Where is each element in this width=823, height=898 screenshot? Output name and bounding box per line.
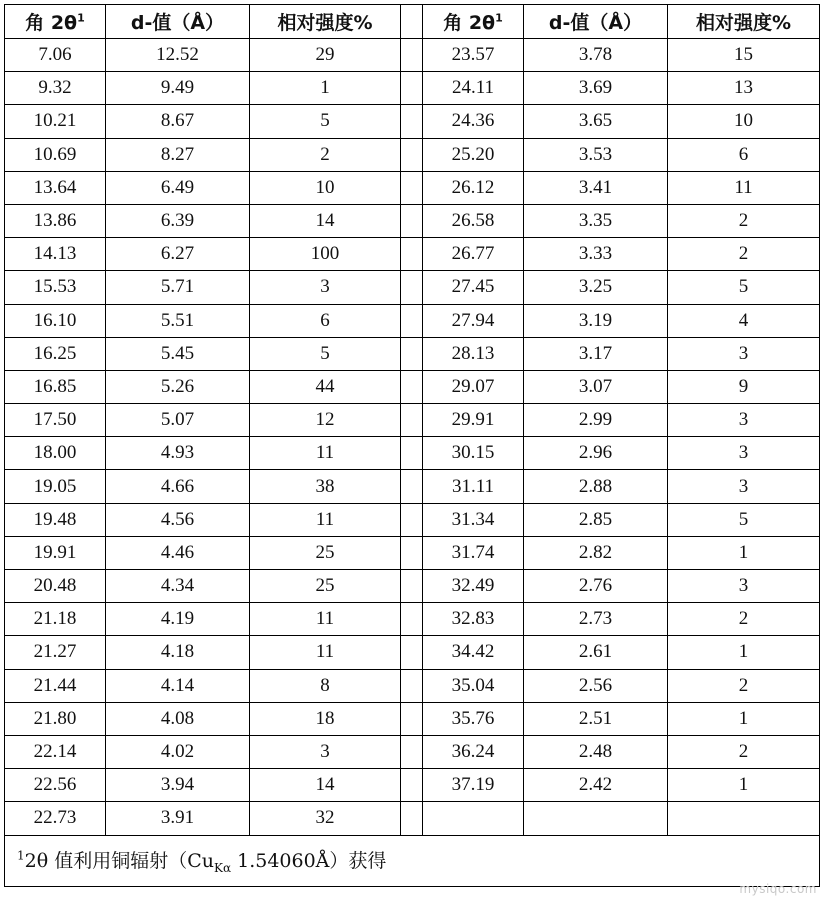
cell-d-value: 5.51 — [106, 304, 250, 337]
column-gap — [401, 404, 423, 437]
cell-angle: 16.10 — [5, 304, 106, 337]
header-d-value: d-值（Å） — [106, 5, 250, 39]
column-gap — [401, 603, 423, 636]
cell-angle: 16.25 — [5, 337, 106, 370]
cell-d-value: 2.73 — [524, 603, 668, 636]
cell-angle: 23.57 — [423, 39, 524, 72]
cell-intensity: 2 — [668, 603, 820, 636]
cell-d-value: 4.08 — [106, 702, 250, 735]
cell-d-value — [524, 802, 668, 835]
cell-intensity: 5 — [250, 337, 401, 370]
table-row — [5, 669, 820, 702]
cell-intensity: 5 — [668, 271, 820, 304]
cell-angle: 21.27 — [5, 636, 106, 669]
cell-intensity: 38 — [250, 470, 401, 503]
cell-angle: 22.14 — [5, 735, 106, 768]
cell-angle: 31.11 — [423, 470, 524, 503]
cell-angle: 31.74 — [423, 536, 524, 569]
cell-intensity: 3 — [668, 437, 820, 470]
cell-angle: 29.07 — [423, 370, 524, 403]
cell-d-value: 2.51 — [524, 702, 668, 735]
cell-angle: 10.21 — [5, 105, 106, 138]
column-gap — [401, 72, 423, 105]
table-row — [5, 636, 820, 669]
cell-d-value: 3.53 — [524, 138, 668, 171]
cell-angle: 26.12 — [423, 171, 524, 204]
cell-angle: 19.05 — [5, 470, 106, 503]
cell-d-value: 2.48 — [524, 735, 668, 768]
cell-intensity — [668, 802, 820, 835]
column-gap — [401, 636, 423, 669]
column-gap — [401, 702, 423, 735]
cell-angle: 14.13 — [5, 238, 106, 271]
cell-intensity: 3 — [250, 271, 401, 304]
table-row — [5, 570, 820, 603]
cell-angle: 31.34 — [423, 503, 524, 536]
table-row — [5, 304, 820, 337]
cell-d-value: 3.07 — [524, 370, 668, 403]
cell-intensity: 2 — [668, 238, 820, 271]
cell-intensity: 11 — [250, 437, 401, 470]
table-row — [5, 204, 820, 237]
table-row — [5, 238, 820, 271]
table-row — [5, 404, 820, 437]
column-gap — [401, 536, 423, 569]
column-gap — [401, 669, 423, 702]
cell-d-value: 4.56 — [106, 503, 250, 536]
cell-d-value: 3.25 — [524, 271, 668, 304]
cell-angle: 34.42 — [423, 636, 524, 669]
column-gap — [401, 570, 423, 603]
cell-intensity: 3 — [668, 470, 820, 503]
cell-angle: 22.73 — [5, 802, 106, 835]
cell-intensity: 1 — [668, 636, 820, 669]
cell-angle: 24.11 — [423, 72, 524, 105]
cell-intensity: 14 — [250, 204, 401, 237]
cell-angle: 19.91 — [5, 536, 106, 569]
cell-angle: 15.53 — [5, 271, 106, 304]
cell-intensity: 18 — [250, 702, 401, 735]
cell-intensity: 25 — [250, 536, 401, 569]
cell-angle: 16.85 — [5, 370, 106, 403]
header-intensity: 相对强度% — [250, 5, 401, 39]
cell-intensity: 11 — [668, 171, 820, 204]
footnote: $^1$2θ 值利用铜辐射（$Cu_{K\alpha}$ 1.54060Å）获得 — [5, 835, 820, 886]
column-gap — [401, 204, 423, 237]
cell-intensity: 5 — [668, 503, 820, 536]
column-gap — [401, 171, 423, 204]
column-gap — [401, 39, 423, 72]
cell-intensity: 13 — [668, 72, 820, 105]
cell-angle: 27.45 — [423, 271, 524, 304]
cell-d-value: 4.18 — [106, 636, 250, 669]
table-row — [5, 271, 820, 304]
cell-d-value: 8.67 — [106, 105, 250, 138]
cell-intensity: 2 — [668, 735, 820, 768]
cell-d-value: 3.35 — [524, 204, 668, 237]
cell-intensity: 4 — [668, 304, 820, 337]
cell-intensity: 9 — [668, 370, 820, 403]
cell-d-value: 2.42 — [524, 769, 668, 802]
xrd-peak-table — [4, 4, 820, 887]
cell-angle: 36.24 — [423, 735, 524, 768]
cell-angle: 21.44 — [5, 669, 106, 702]
cell-intensity: 29 — [250, 39, 401, 72]
cell-intensity: 10 — [668, 105, 820, 138]
cell-d-value: 4.34 — [106, 570, 250, 603]
cell-d-value: 6.49 — [106, 171, 250, 204]
column-gap — [401, 138, 423, 171]
cell-angle: 9.32 — [5, 72, 106, 105]
cell-angle: 24.36 — [423, 105, 524, 138]
cell-d-value: 3.69 — [524, 72, 668, 105]
cell-d-value: 4.66 — [106, 470, 250, 503]
cell-angle: 13.86 — [5, 204, 106, 237]
table-row — [5, 138, 820, 171]
cell-d-value: 2.88 — [524, 470, 668, 503]
column-gap — [401, 337, 423, 370]
cell-d-value: 3.17 — [524, 337, 668, 370]
cell-intensity: 1 — [668, 702, 820, 735]
column-gap — [401, 304, 423, 337]
header-intensity: 相对强度% — [668, 5, 820, 39]
cell-d-value: 2.61 — [524, 636, 668, 669]
column-gap — [401, 503, 423, 536]
cell-angle: 35.04 — [423, 669, 524, 702]
table-row — [5, 105, 820, 138]
table-row — [5, 702, 820, 735]
cell-angle: 18.00 — [5, 437, 106, 470]
cell-intensity: 12 — [250, 404, 401, 437]
cell-intensity: 1 — [668, 536, 820, 569]
table-row — [5, 337, 820, 370]
cell-angle: 32.83 — [423, 603, 524, 636]
header-d-value: d-值（Å） — [524, 5, 668, 39]
cell-intensity: 3 — [668, 404, 820, 437]
cell-angle: 29.91 — [423, 404, 524, 437]
column-gap — [401, 470, 423, 503]
column-gap — [401, 769, 423, 802]
cell-intensity: 15 — [668, 39, 820, 72]
watermark-text: mysiqo.com — [739, 882, 817, 896]
cell-angle: 13.64 — [5, 171, 106, 204]
cell-intensity: 1 — [250, 72, 401, 105]
column-gap — [401, 105, 423, 138]
cell-intensity: 11 — [250, 503, 401, 536]
cell-intensity: 3 — [668, 570, 820, 603]
table-row — [5, 72, 820, 105]
cell-angle: 10.69 — [5, 138, 106, 171]
cell-angle: 28.13 — [423, 337, 524, 370]
cell-intensity: 14 — [250, 769, 401, 802]
cell-d-value: 12.52 — [106, 39, 250, 72]
cell-angle: 20.48 — [5, 570, 106, 603]
table-row — [5, 39, 820, 72]
cell-intensity: 44 — [250, 370, 401, 403]
table-row — [5, 802, 820, 835]
cell-d-value: 5.26 — [106, 370, 250, 403]
cell-d-value: 3.19 — [524, 304, 668, 337]
cell-angle: 37.19 — [423, 769, 524, 802]
cell-intensity: 1 — [668, 769, 820, 802]
cell-d-value: 8.27 — [106, 138, 250, 171]
cell-d-value: 3.33 — [524, 238, 668, 271]
cell-d-value: 3.78 — [524, 39, 668, 72]
cell-angle: 35.76 — [423, 702, 524, 735]
cell-d-value: 3.65 — [524, 105, 668, 138]
cell-intensity: 3 — [668, 337, 820, 370]
cell-intensity: 2 — [668, 669, 820, 702]
column-gap — [401, 5, 423, 39]
cell-angle: 27.94 — [423, 304, 524, 337]
cell-d-value: 2.56 — [524, 669, 668, 702]
column-gap — [401, 802, 423, 835]
cell-d-value: 4.14 — [106, 669, 250, 702]
column-gap — [401, 437, 423, 470]
cell-angle: 32.49 — [423, 570, 524, 603]
column-gap — [401, 370, 423, 403]
cell-d-value: 5.71 — [106, 271, 250, 304]
cell-intensity: 11 — [250, 603, 401, 636]
cell-intensity: 2 — [250, 138, 401, 171]
cell-intensity: 2 — [668, 204, 820, 237]
cell-intensity: 10 — [250, 171, 401, 204]
cell-angle: 26.58 — [423, 204, 524, 237]
table-row — [5, 503, 820, 536]
cell-d-value: 2.96 — [524, 437, 668, 470]
table-row — [5, 735, 820, 768]
header-angle: 角 $2\theta^1$ — [5, 5, 106, 39]
header-row — [5, 5, 820, 39]
column-gap — [401, 238, 423, 271]
cell-intensity: 8 — [250, 669, 401, 702]
cell-angle — [423, 802, 524, 835]
cell-angle: 7.06 — [5, 39, 106, 72]
column-gap — [401, 271, 423, 304]
cell-intensity: 5 — [250, 105, 401, 138]
cell-angle: 22.56 — [5, 769, 106, 802]
cell-d-value: 4.46 — [106, 536, 250, 569]
cell-d-value: 4.02 — [106, 735, 250, 768]
cell-d-value: 9.49 — [106, 72, 250, 105]
header-angle: 角 $2\theta^1$ — [423, 5, 524, 39]
cell-angle: 30.15 — [423, 437, 524, 470]
cell-d-value: 3.91 — [106, 802, 250, 835]
cell-angle: 19.48 — [5, 503, 106, 536]
cell-d-value: 3.41 — [524, 171, 668, 204]
table-row — [5, 603, 820, 636]
cell-d-value: 6.39 — [106, 204, 250, 237]
cell-intensity: 32 — [250, 802, 401, 835]
cell-intensity: 6 — [250, 304, 401, 337]
cell-d-value: 6.27 — [106, 238, 250, 271]
cell-d-value: 5.07 — [106, 404, 250, 437]
cell-intensity: 6 — [668, 138, 820, 171]
table-row — [5, 536, 820, 569]
cell-d-value: 4.93 — [106, 437, 250, 470]
cell-intensity: 25 — [250, 570, 401, 603]
cell-angle: 21.18 — [5, 603, 106, 636]
cell-d-value: 2.76 — [524, 570, 668, 603]
cell-angle: 25.20 — [423, 138, 524, 171]
cell-angle: 26.77 — [423, 238, 524, 271]
cell-d-value: 2.99 — [524, 404, 668, 437]
cell-d-value: 4.19 — [106, 603, 250, 636]
column-gap — [401, 735, 423, 768]
cell-intensity: 3 — [250, 735, 401, 768]
cell-angle: 21.80 — [5, 702, 106, 735]
table-row — [5, 171, 820, 204]
table-row — [5, 437, 820, 470]
table-row — [5, 769, 820, 802]
footnote-row — [5, 835, 820, 886]
cell-d-value: 2.85 — [524, 503, 668, 536]
cell-d-value: 3.94 — [106, 769, 250, 802]
cell-intensity: 11 — [250, 636, 401, 669]
cell-d-value: 5.45 — [106, 337, 250, 370]
cell-angle: 17.50 — [5, 404, 106, 437]
table-row — [5, 370, 820, 403]
cell-d-value: 2.82 — [524, 536, 668, 569]
cell-intensity: 100 — [250, 238, 401, 271]
table-row — [5, 470, 820, 503]
